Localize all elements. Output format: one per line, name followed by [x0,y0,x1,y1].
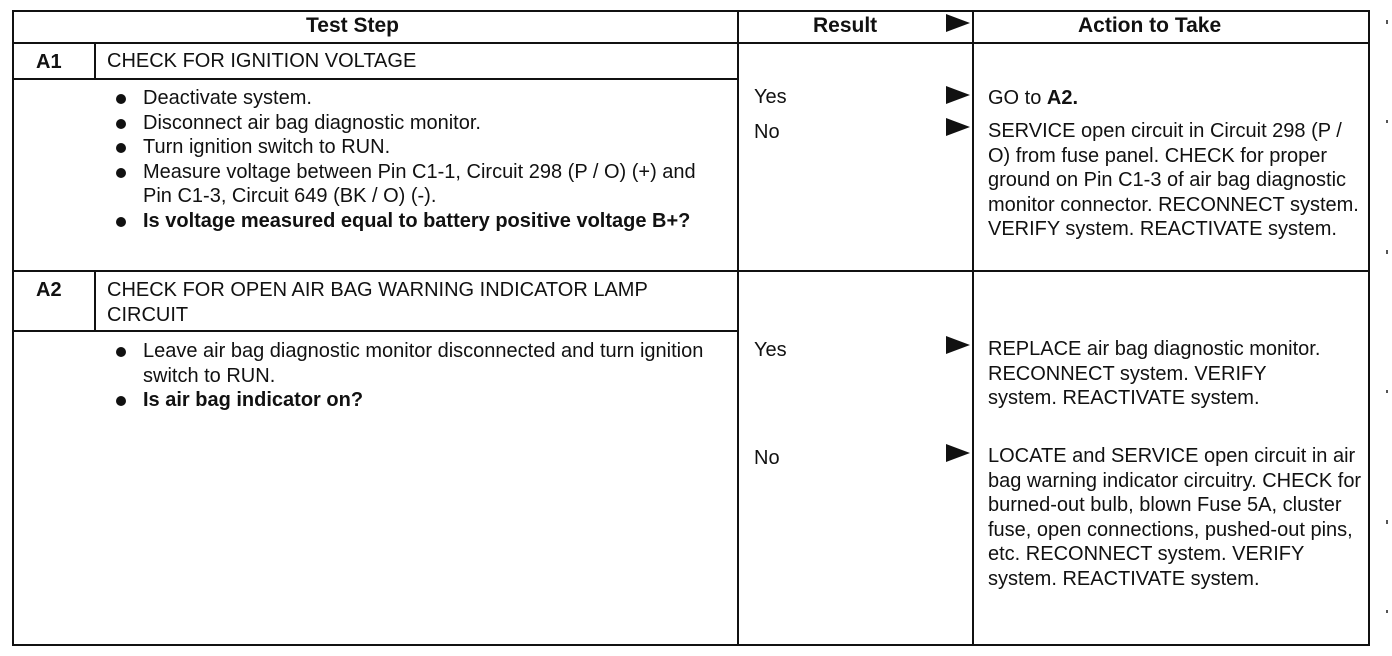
header-arrow-icon [946,14,970,32]
step-a2-bullets [106,339,706,413]
column-divider-result [737,10,739,646]
action-a1-no: SERVICE open circuit in Circuit 298 (P / O) from fuse panel. CHECK for proper ground on Pin C1-3 of air bag diagnostic monitor connector. RECONNECT system. VERIFY system. REACTIVATE system. [988,120,1359,240]
result-arrow-icon [946,444,970,462]
row-divider-a2-title [12,330,739,332]
bullet-icon [106,388,143,413]
bullet-item: Is voltage measured equal to battery positive voltage B+? [106,209,706,234]
action-a2-no: LOCATE and SERVICE open circuit in air bag warning indicator circuitry. CHECK for burned-out bulb, blown Fuse 5A, cluster fuse, open connections, pushed-out pins, etc. RECONNECT system. VERIFY system. REACTIVATE system. [988,445,1362,590]
scan-mark [1386,610,1388,613]
result-a1-no: No [754,121,780,143]
step-id-divider-a1 [94,42,96,80]
bullet-icon [106,111,143,136]
table-border-top [12,10,1370,12]
result-arrow-icon [946,336,970,354]
table-border-bottom [12,644,1370,646]
scan-mark [1386,20,1388,24]
bullet-icon [106,339,143,388]
result-arrow-icon [946,86,970,104]
bullet-icon [106,160,143,209]
scan-mark [1386,390,1388,393]
result-a1-yes: Yes [754,86,787,108]
bullet-icon [106,135,143,160]
step-title-a1: CHECK FOR IGNITION VOLTAGE [107,50,417,72]
bullet-icon [106,86,143,111]
bullet-icon [106,209,143,234]
row-divider-a1-title [12,78,739,80]
scan-mark [1386,120,1388,123]
bullet-item: Leave air bag diagnostic monitor disconnected and turn ignition switch to RUN. [106,339,706,388]
bullet-item: Turn ignition switch to RUN. [106,135,706,160]
header-result: Result [813,14,878,37]
step-id-a2: A2 [36,279,62,301]
table-border-right [1368,10,1370,646]
bullet-item: Is air bag indicator on? [106,388,706,413]
step-id-divider-a2 [94,270,96,332]
table-border-left [12,10,14,646]
action-a1-yes: GO to A2. [988,87,1079,109]
scan-mark [1386,250,1388,254]
bullet-item: Deactivate system. [106,86,706,111]
header-test-step: Test Step [306,14,399,37]
result-arrow-icon [946,118,970,136]
step-id-a1: A1 [36,51,62,73]
action-a2-yes: REPLACE air bag diagnostic monitor. RECONNECT system. VERIFY system. REACTIVATE system. [988,338,1321,409]
column-divider-action [972,10,974,646]
result-a2-yes: Yes [754,339,787,361]
bullet-item: Measure voltage between Pin C1-1, Circuit 298 (P / O) (+) and Pin C1-3, Circuit 649 (BK / O) (-). [106,160,706,209]
scan-mark [1386,520,1388,524]
step-a1-bullets [106,86,706,233]
result-a2-no: No [754,447,780,469]
step-title-a2: CHECK FOR OPEN AIR BAG WARNING INDICATOR LAMP CIRCUIT [107,279,648,326]
header-divider [12,42,1370,44]
row-divider-a2 [12,270,1370,272]
header-action: Action to Take [1078,14,1222,37]
bullet-item: Disconnect air bag diagnostic monitor. [106,111,706,136]
